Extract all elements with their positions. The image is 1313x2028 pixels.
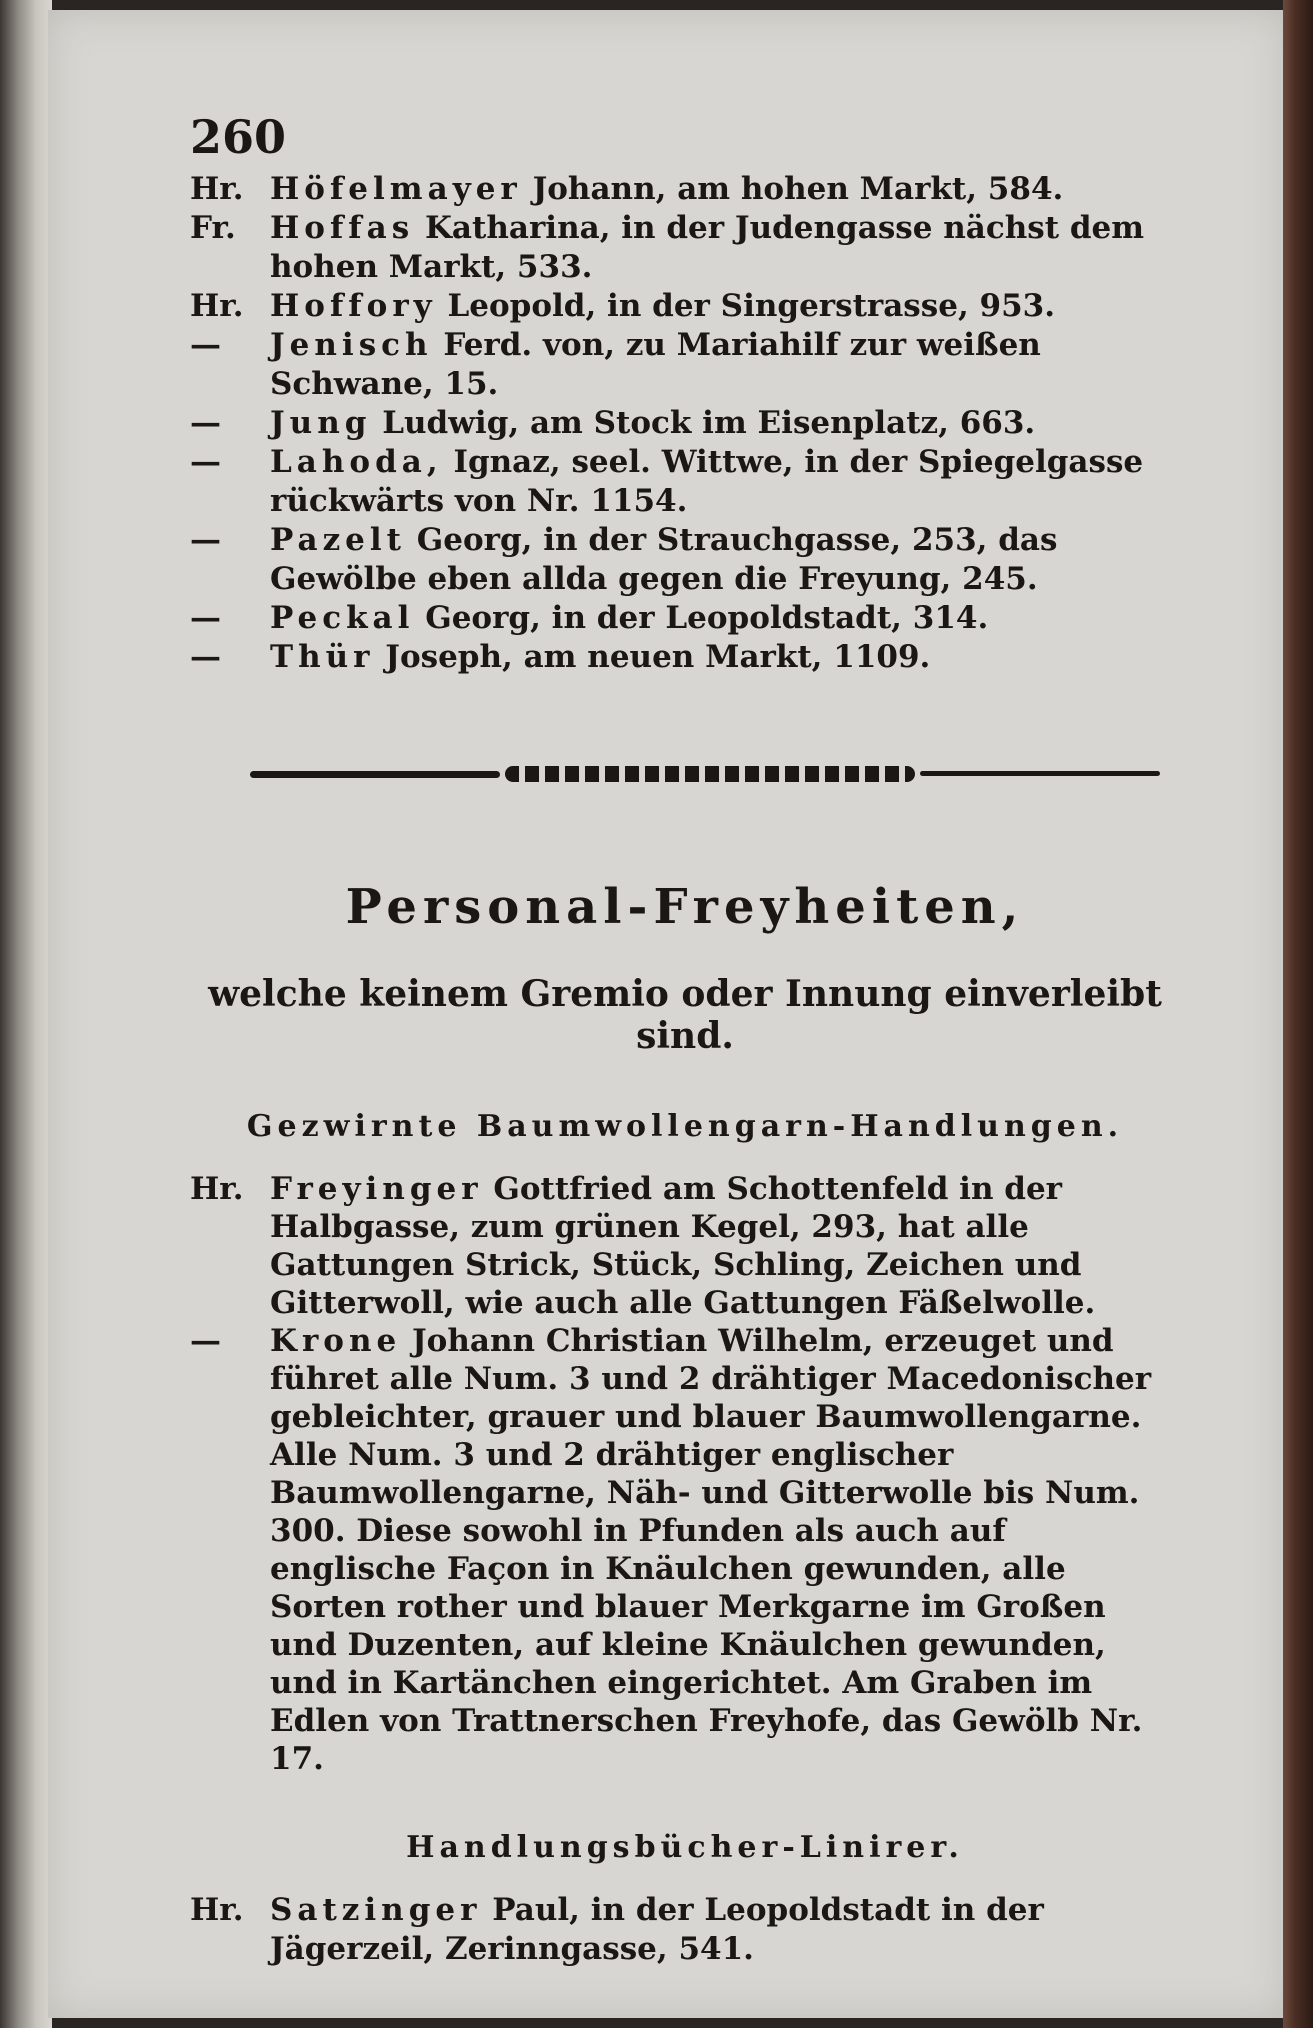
entry-prefix: —	[190, 522, 221, 558]
page-number: 260	[190, 110, 287, 164]
entry-name: Thür	[270, 639, 375, 675]
entry	[190, 521, 1180, 599]
entry-prefix: Hr.	[190, 1892, 244, 1928]
entry-text: Joseph, am neuen Markt, 1109.	[385, 639, 931, 675]
entry	[190, 443, 1180, 521]
entry-name: Peckal	[270, 600, 415, 636]
entry-name: Freyinger	[270, 1171, 483, 1207]
category2-entries	[190, 1891, 1180, 1969]
entry	[190, 599, 1180, 638]
ornamental-divider	[220, 763, 1150, 787]
entry-prefix: Fr.	[190, 210, 236, 246]
entry	[190, 1170, 1180, 1322]
entry-prefix: —	[190, 1323, 221, 1359]
entry-text: Ferd. von, zu Mariahilf zur weißen Schwane, 15.	[270, 327, 1041, 402]
entry-name: Lahoda,	[270, 444, 443, 480]
divider-right-bar	[920, 771, 1160, 776]
left-page-edge	[0, 0, 52, 2028]
book-cover-edge	[1283, 0, 1313, 2028]
category-heading: Gezwirnte Baumwollengarn-Handlungen.	[246, 1109, 1124, 1144]
entry	[190, 326, 1180, 404]
entry	[190, 1322, 1180, 1778]
divider-left-bar	[250, 771, 500, 778]
entry-name: Satzinger	[270, 1892, 482, 1928]
entry-prefix: —	[190, 327, 221, 363]
entry-text: Georg, in der Strauchgasse, 253, das Gewölbe eben allda gegen die Freyung, 245.	[270, 522, 1058, 597]
entry-text: Georg, in der Leopoldstadt, 314.	[425, 600, 989, 636]
section-title: Personal-Freyheiten,	[345, 879, 1025, 935]
entry	[190, 287, 1180, 326]
entry-prefix: Hr.	[190, 1171, 244, 1207]
entry	[190, 209, 1180, 287]
divider-chain-ornament	[505, 766, 915, 782]
entry-text: Gottfried am Schottenfeld in der Halbgasse, zum grünen Kegel, 293, hat alle Gattungen Strick, Stück, Schling, Zeichen und Gitterwoll, wie auch alle Gattungen Fäßelwolle.	[270, 1171, 1096, 1321]
page-content	[190, 110, 1180, 1969]
entry-text: Paul, in der Leopoldstadt in der Jägerzeil, Zerinngasse, 541.	[270, 1892, 1044, 1967]
entry-name: Jung	[270, 405, 372, 441]
category-heading: Handlungsbücher-Linirer.	[406, 1830, 964, 1865]
entry	[190, 638, 1180, 677]
category1-entries	[190, 1170, 1180, 1778]
entry-name: Hoffas	[270, 210, 415, 246]
entry-text: Katharina, in der Judengasse nächst dem hohen Markt, 533.	[270, 210, 1145, 285]
entry-name: Hoffory	[270, 288, 437, 324]
entry-prefix: —	[190, 600, 221, 636]
section-subtitle: welche keinem Gremio oder Innung einverleibt sind.	[208, 973, 1162, 1057]
entry-prefix: Hr.	[190, 288, 244, 324]
entry-prefix: —	[190, 639, 221, 675]
entry-prefix: —	[190, 444, 221, 480]
entry-text: Ignaz, seel. Wittwe, in der Spiegelgasse rückwärts von Nr. 1154.	[270, 444, 1144, 519]
entry-text: Leopold, in der Singerstrasse, 953.	[447, 288, 1056, 324]
entry-text: Ludwig, am Stock im Eisenplatz, 663.	[382, 405, 1036, 441]
entry-name: Pazelt	[270, 522, 406, 558]
entry-text: Johann Christian Wilhelm, erzeuget und führet alle Num. 3 und 2 drähtiger Macedonischer gebleichter, grauer und blauer Baumwollengarne. Alle Num. 3 und 2 drähtiger englischer Baumwollengarne, Näh- und Gitterwolle bis Num. 300. Diese sowohl in Pfunden als auch auf englische Façon in Knäulchen gewunden, alle Sorten rother und blauer Merkgarne im Großen und Duzenten, auf kleine Knäulchen gewunden, und in Kartänchen eingerichtet. Am Graben im Edlen von Trattnerschen Freyhofe, das Gewölb Nr. 17.	[270, 1323, 1152, 1777]
entry	[190, 404, 1180, 443]
entry	[190, 1891, 1180, 1969]
entry-prefix: Hr.	[190, 171, 244, 207]
entry-name: Jenisch	[270, 327, 433, 363]
entry-name: Krone	[270, 1323, 402, 1359]
entry-text: Johann, am hohen Markt, 584.	[532, 171, 1064, 207]
entries-top	[190, 170, 1180, 677]
entry	[190, 170, 1180, 209]
entry-prefix: —	[190, 405, 221, 441]
entry-name: Höfelmayer	[270, 171, 522, 207]
